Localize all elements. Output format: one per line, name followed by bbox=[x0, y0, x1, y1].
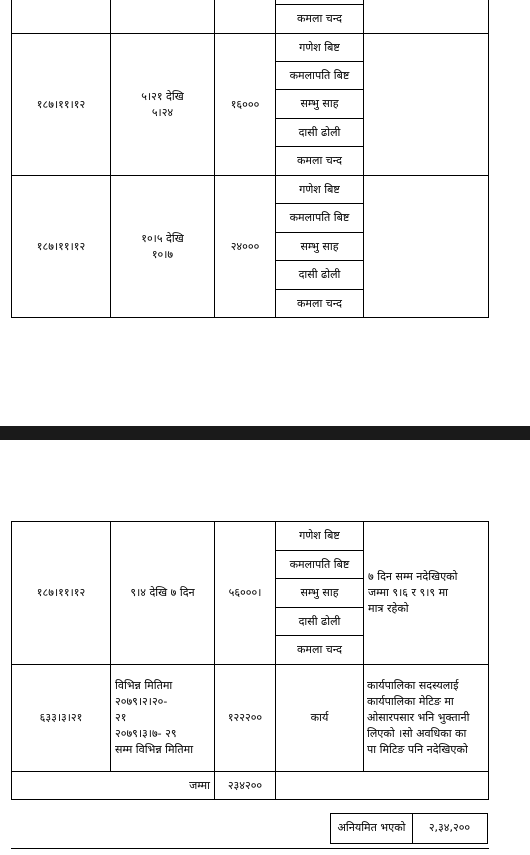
bottom-rule bbox=[11, 848, 489, 849]
name-cell: कमलापति बिष्ट bbox=[289, 211, 350, 225]
name-cell: सम्भु साह bbox=[300, 586, 339, 600]
range-cell: ९।४ देखि ७ दिन bbox=[130, 586, 195, 600]
summary-label: अनियमित भएको bbox=[337, 821, 406, 835]
name-cell: दासी ढोली bbox=[298, 268, 341, 282]
name-cell: कमला चन्द bbox=[296, 12, 343, 26]
amount-cell: २४००० bbox=[230, 239, 260, 253]
date-cell: ६३३।३।२१ bbox=[39, 711, 83, 725]
date-cell: १८७।११।१२ bbox=[36, 586, 86, 600]
amount-cell: ५६०००। bbox=[228, 586, 262, 600]
name-cell: कमलापति बिष्ट bbox=[289, 557, 350, 571]
name-cell: सम्भु साह bbox=[300, 239, 339, 253]
name-cell: दासी ढोली bbox=[298, 125, 341, 139]
amount-cell: १६००० bbox=[230, 97, 260, 111]
amount-cell: १२२२०० bbox=[227, 711, 263, 725]
name-cell: गणेश बिष्ट bbox=[299, 529, 340, 543]
total-label: जम्मा bbox=[189, 778, 210, 792]
name-cell: कमला चन्द bbox=[296, 154, 343, 168]
name-cell: कमला चन्द bbox=[296, 643, 343, 657]
date-cell: १८७।११।१२ bbox=[36, 97, 86, 111]
name-cell: कमलापति बिष्ट bbox=[289, 68, 350, 82]
remark-cell: कार्यपालिका सदस्यलाई कार्यपालिका मेटिङ मा ओसारपसार भनि भुक्तानी लिएको ।सो अवधिका का पा मिटिङ पनि नदेखिएको bbox=[367, 679, 470, 756]
remark-cell: ७ दिन सम्म नदेखिएको जम्मा ९।६ र ९।९ मा मात्र रहेको bbox=[368, 570, 458, 615]
name-cell: कार्य bbox=[310, 711, 329, 725]
name-cell: कमला चन्द bbox=[296, 296, 343, 310]
name-cell: गणेश बिष्ट bbox=[299, 182, 340, 196]
summary-value: २,३४,२०० bbox=[428, 821, 471, 835]
name-cell: दासी ढोली bbox=[298, 614, 341, 628]
range-cell: १०।५ देखि १०।७ bbox=[141, 231, 184, 261]
range-cell: ५।२१ देखि ५।२४ bbox=[141, 89, 184, 119]
total-value: २३४२०० bbox=[227, 778, 263, 792]
date-cell: १८७।११।१२ bbox=[36, 239, 86, 253]
name-cell: गणेश बिष्ट bbox=[299, 40, 340, 54]
page-separator bbox=[0, 426, 530, 440]
name-cell: सम्भु साह bbox=[300, 97, 339, 111]
range-cell: विभिन्न मितिमा २०७९।२।२०- २१ २०७९।३।७- २९ सम्म विभिन्न मितिमा bbox=[115, 679, 194, 756]
